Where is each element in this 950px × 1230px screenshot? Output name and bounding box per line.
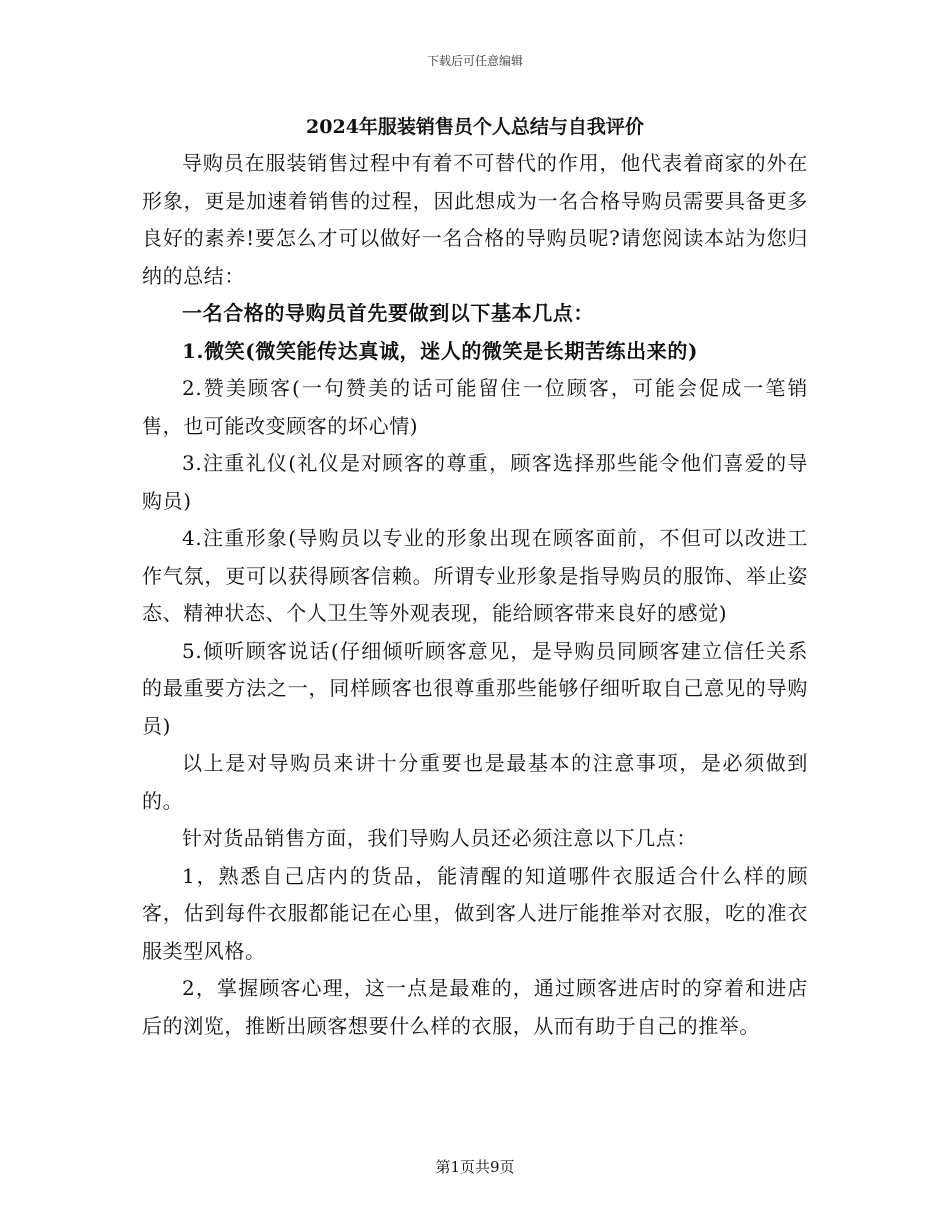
point-listen: 5.倾听顾客说话(仔细倾听顾客意见，是导购员同顾客建立信任关系的最重要方法之一，同样顾客也很尊重那些能够仔细听取自己意见的导购员)	[142, 638, 808, 738]
intro-paragraph: 导购员在服装销售过程中有着不可替代的作用，他代表着商家的外在形象，更是加速着销售的过程，因此想成为一名合格导购员需要具备更多良好的素养!要怎么才可以做好一名合格的导购员呢?请您阅读本站为您归纳的总结：	[142, 151, 808, 288]
point-image: 4.注重形象(导购员以专业的形象出现在顾客面前，不但可以改进工作气氛，更可以获得顾客信赖。所谓专业形象是指导购员的服饰、举止姿态、精神状态、个人卫生等外观表现，能给顾客带来良好的感觉)	[142, 526, 808, 625]
download-note: 下载后可任意编辑	[426, 54, 523, 68]
point-smile: 1.微笑(微笑能传达真诚，迷人的微笑是长期苦练出来的)	[182, 338, 699, 363]
summary-paragraph: 以上是对导购员来讲十分重要也是最基本的注意事项，是必须做到的。	[142, 751, 808, 813]
document-title: 2024年服装销售员个人总结与自我评价	[306, 116, 644, 138]
page-number: 第1页共9页	[435, 1158, 515, 1176]
point-etiquette: 3.注重礼仪(礼仪是对顾客的尊重，顾客选择那些能令他们喜爱的导购员)	[142, 451, 808, 513]
basic-points-heading: 一名合格的导购员首先要做到以下基本几点：	[182, 301, 594, 325]
goods-point-familiarity: 1，熟悉自己店内的货品，能清醒的知道哪件衣服适合什么样的顾客，估到每件衣服都能记在心里，做到客人进厅能推举对衣服，吃的准衣服类型风格。	[142, 863, 808, 963]
document-body	[142, 145, 808, 1045]
goods-point-psychology: 2，掌握顾客心理，这一点是最难的，通过顾客进店时的穿着和进店后的浏览，推断出顾客想要什么样的衣服，从而有助于自己的推举。	[142, 976, 808, 1038]
goods-sales-heading: 针对货品销售方面，我们导购人员还必须注意以下几点：	[182, 826, 697, 850]
point-praise-customer: 2.赞美顾客(一句赞美的话可能留住一位顾客，可能会促成一笔销售，也可能改变顾客的坏心情)	[142, 376, 808, 438]
